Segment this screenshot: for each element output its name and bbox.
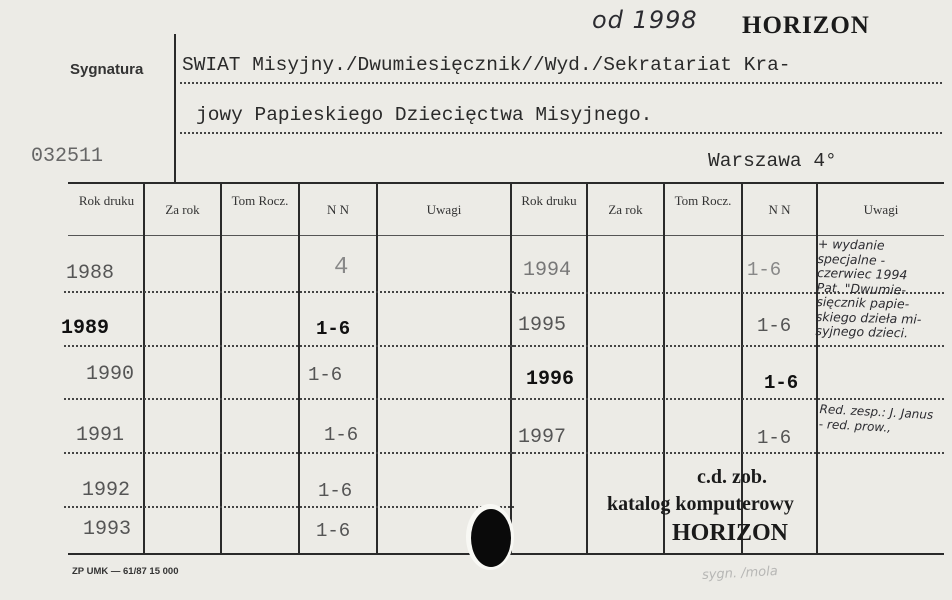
nn-1994: 1-6 [747, 259, 782, 281]
col-line [143, 183, 145, 555]
uwagi-note-line: Pat. "Dwumie- [816, 279, 907, 297]
header-uwagi: Uwagi [426, 202, 462, 217]
col-line [220, 183, 222, 555]
title-dotted-rule-1 [180, 82, 942, 84]
col-line [586, 183, 588, 555]
place-format: Warszawa 4° [708, 150, 837, 172]
nn-1992: 1-6 [318, 480, 353, 502]
col-line [510, 183, 512, 555]
row-dotted-rule [510, 345, 944, 347]
header-rok-druku: Rok druku [521, 193, 577, 208]
continuation-cd-zob: c.d. zob. [697, 466, 767, 488]
title-line-1: SWIAT Misyjny./Dwumiesięcznik//Wyd./Sekratariat Kra- [182, 54, 791, 76]
continuation-horizon: HORIZON [672, 520, 789, 546]
uwagi-note-line: skiego dzieła mi- [815, 308, 922, 327]
table-header-border [68, 235, 944, 236]
punch-hole [471, 509, 511, 567]
handwritten-date-note: od 1998 [592, 6, 698, 34]
year-1988: 1988 [66, 262, 115, 285]
uwagi-note-line: syjnego dzieci. [815, 322, 909, 341]
nn-1995: 1-6 [757, 315, 792, 337]
header-nn: N N [768, 202, 791, 217]
row-dotted-rule [64, 506, 514, 508]
uwagi-note-line: sięcznik papie- [816, 293, 910, 312]
nn-1991: 1-6 [324, 424, 359, 446]
header-za-rok: Za rok [165, 202, 200, 217]
year-1994: 1994 [523, 259, 572, 282]
title-dotted-rule-2 [180, 132, 942, 134]
col-line [376, 183, 378, 555]
pencil-note: sygn. /mola [701, 564, 779, 583]
printer-imprint: ZP UMK — 61/87 15 000 [72, 566, 179, 577]
table-top-border [68, 182, 944, 184]
year-1995: 1995 [518, 314, 567, 337]
header-tom-rocz: Tom Rocz. [231, 193, 289, 208]
year-1992: 1992 [82, 479, 131, 502]
header-nn: N N [326, 202, 350, 217]
title-line-2: jowy Papieskiego Dziecięctwa Misyjnego. [196, 104, 653, 126]
uwagi-note-line: - red. prow., [818, 416, 892, 435]
uwagi-note-line: + wydanie [817, 236, 885, 253]
header-uwagi: Uwagi [863, 202, 899, 217]
nn-1988: 4 [334, 254, 349, 281]
nn-1996: 1-6 [764, 372, 799, 394]
row-dotted-rule [64, 345, 514, 347]
year-1996: 1996 [526, 368, 575, 391]
nn-1990: 1-6 [308, 364, 343, 386]
nn-1993: 1-6 [316, 520, 351, 542]
year-1990: 1990 [86, 363, 135, 386]
row-dotted-rule [64, 291, 514, 293]
year-1993: 1993 [83, 518, 132, 541]
year-1991: 1991 [76, 424, 125, 447]
uwagi-note-line: specjalne - [817, 250, 886, 268]
header-tom-rocz: Tom Rocz. [674, 193, 732, 208]
call-number: 032511 [31, 145, 104, 168]
sygnatura-label: Sygnatura [70, 61, 144, 78]
nn-1997: 1-6 [757, 427, 792, 449]
uwagi-handwritten-note-2 [818, 402, 933, 438]
header-divider [174, 34, 176, 184]
col-line [298, 183, 300, 555]
row-dotted-rule [64, 398, 514, 400]
row-dotted-rule [510, 398, 944, 400]
header-za-rok: Za rok [608, 202, 643, 217]
horizon-stamp-top: HORIZON [742, 12, 870, 39]
uwagi-note-line: czerwiec 1994 [816, 264, 908, 283]
uwagi-handwritten-note-1 [815, 237, 946, 342]
uwagi-note-line: Red. zesp.: J. Janus [819, 402, 934, 422]
row-dotted-rule [64, 452, 514, 454]
row-dotted-rule [510, 452, 944, 454]
continuation-catalog: katalog komputerowy [607, 493, 794, 515]
year-1989: 1989 [61, 317, 110, 340]
header-rok-druku: Rok druku [78, 193, 135, 208]
year-1997: 1997 [518, 426, 567, 449]
nn-1989: 1-6 [316, 318, 351, 340]
